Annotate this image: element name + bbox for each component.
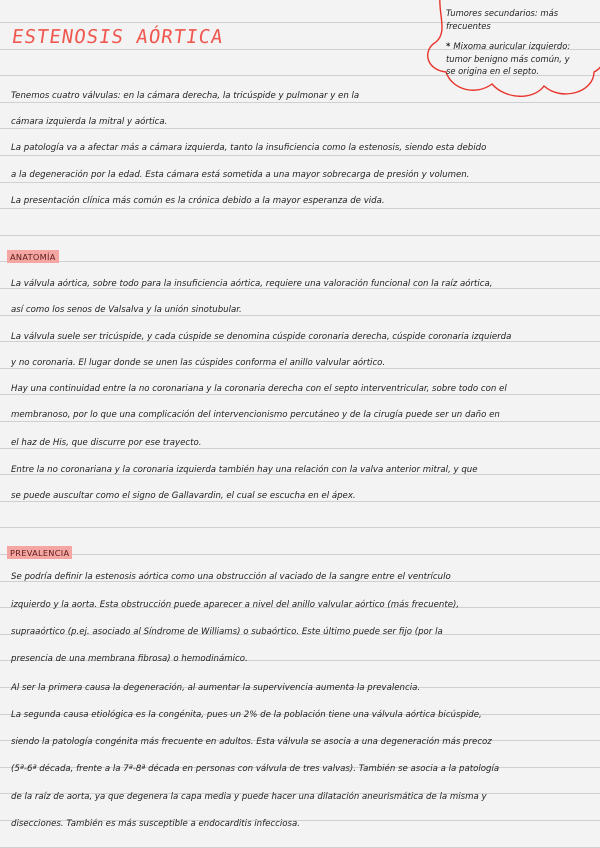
ruled-line xyxy=(0,501,600,502)
text-line: La presentación clínica más común es la crónica debido a la mayor esperanza de vida. xyxy=(11,196,385,206)
text-line: el haz de His, que discurre por ese trayecto. xyxy=(11,438,202,448)
ruled-line xyxy=(0,155,600,156)
text-line: y no coronaria. El lugar donde se unen las cúspides conforma el anillo valvular aórtico. xyxy=(11,358,386,368)
bullet-star: * xyxy=(446,41,451,51)
text-line: a la degeneración por la edad. Esta cámara está sometida a una mayor sobrecarga de presión y volumen. xyxy=(11,170,470,180)
text-line: disecciones. También es más susceptible a endocarditis infecciosa. xyxy=(11,819,300,829)
ruled-line xyxy=(0,421,600,422)
ruled-line xyxy=(0,554,600,555)
side-note xyxy=(446,7,598,78)
ruled-line xyxy=(0,315,600,316)
text-line: así como los senos de Valsalva y la unión sinotubular. xyxy=(11,305,242,315)
text-line: Tenemos cuatro válvulas: en la cámara derecha, la tricúspide y pulmonar y en la xyxy=(11,91,360,101)
text-line: La válvula aórtica, sobre todo para la insuficiencia aórtica, requiere una valoración funcional con la raíz aórtica, xyxy=(11,279,493,289)
ruled-line xyxy=(0,182,600,183)
section-heading-prevalencia: PREVALENCIA xyxy=(7,546,72,559)
text-line: La patología va a afectar más a cámara izquierda, tanto la insuficiencia como la estenosis, siendo esta debido xyxy=(11,143,487,153)
side-note-line: tumor benigno más común, y xyxy=(446,53,570,64)
ruled-line xyxy=(0,261,600,262)
text-line: izquierdo y la aorta. Esta obstrucción puede aparecer a nivel del anillo valvular aórtico (más frecuente), xyxy=(11,600,460,610)
text-line: siendo la patología congénita más frecuente en adultos. Esta válvula se asocia a una degeneración más precoz xyxy=(11,737,492,747)
text-line: membranoso, por lo que una complicación del intervencionismo percutáneo y de la cirugía puede ser un daño en xyxy=(11,410,500,420)
text-line: se puede auscultar como el signo de Gallavardin, el cual se escucha en el ápex. xyxy=(11,491,356,501)
text-line: cámara izquierda la mitral y aórtica. xyxy=(11,117,168,127)
text-line: La válvula suele ser tricúspide, y cada cúspide se denomina cúspide coronaria derecha, cúspide coronaria izquierda xyxy=(11,332,512,342)
text-line: Se podría definir la estenosis aórtica como una obstrucción al vaciado de la sangre entre el ventrículo xyxy=(11,572,451,582)
text-line: Entre la no coronariana y la coronaria izquierda también hay una relación con la valva anterior mitral, y que xyxy=(11,465,478,475)
ruled-line xyxy=(0,128,600,129)
text-line: supraaórtico (p.ej. asociado al Síndrome de Williams) o subaórtico. Este último puede ser fijo (por la xyxy=(11,627,443,637)
page-title: ESTENOSIS AÓRTICA xyxy=(10,26,226,48)
ruled-line xyxy=(0,235,600,236)
side-note-line: se origina en el septo. xyxy=(446,66,539,76)
ruled-line xyxy=(0,448,600,449)
side-note-heading: Tumores secundarios: más frecuentes xyxy=(446,8,559,31)
section-heading-anatomia: ANATOMÍA xyxy=(7,250,59,263)
text-line: Hay una continuidad entre la no coronariana y la coronaria derecha con el septo interventricular, sobre todo con el xyxy=(11,384,507,394)
ruled-line xyxy=(0,394,600,395)
text-line: de la raíz de aorta, ya que degenera la capa media y puede hacer una dilatación aneurismática de la misma y xyxy=(11,792,487,802)
text-line: La segunda causa etiológica es la congénita, pues un 2% de la población tiene una válvula aórtica bicúspide, xyxy=(11,710,482,720)
text-line: Al ser la primera causa la degeneración, al aumentar la supervivencia aumenta la prevalencia. xyxy=(11,683,421,693)
text-line: (5ª-6ª década, frente a la 7ª-8ª década en personas con válvula de tres valvas). También se asocia a la patología xyxy=(11,764,500,774)
ruled-line xyxy=(0,368,600,369)
text-line: presencia de una membrana fibrosa) o hemodinámico. xyxy=(11,654,248,664)
ruled-line xyxy=(0,208,600,209)
side-note-line: * Mixoma auricular izquierdo: xyxy=(446,41,571,51)
ruled-line xyxy=(0,527,600,528)
